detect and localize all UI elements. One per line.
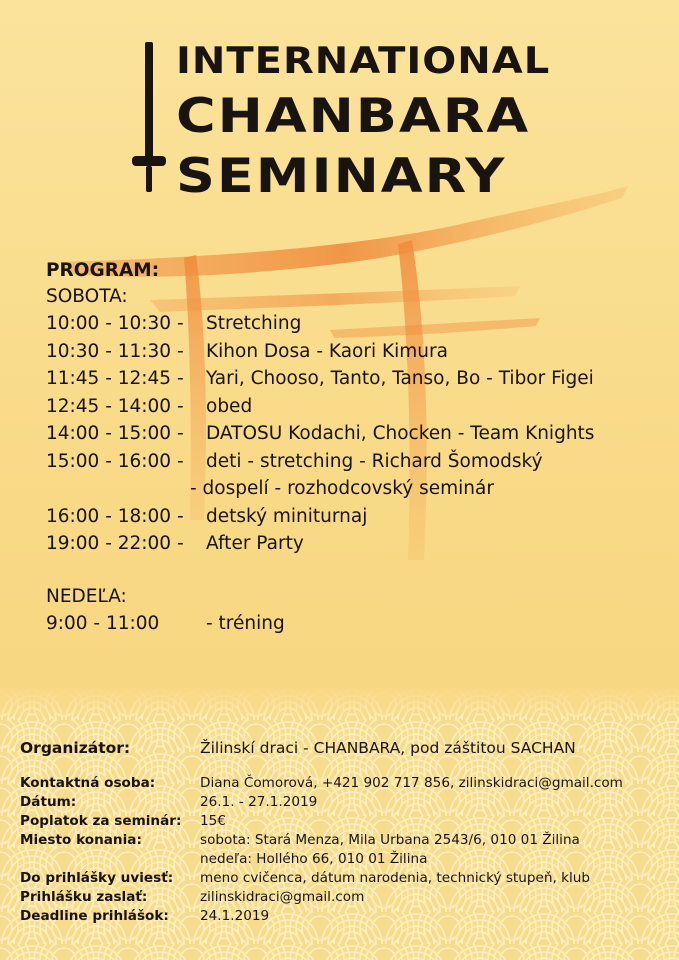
program-schedule	[46, 258, 666, 637]
schedule-activity: - tréning	[206, 612, 285, 634]
program-heading: PROGRAM:	[46, 260, 160, 281]
schedule-time: 9:00 - 11:00	[46, 612, 160, 634]
info-row	[20, 812, 670, 831]
schedule-activity: Stretching	[206, 313, 302, 334]
schedule-row	[46, 393, 666, 421]
schedule-row	[46, 420, 666, 448]
info-label: Do prihlášky uviesť:	[20, 870, 174, 886]
schedule-activity: Kihon Dosa - Kaori Kimura	[206, 340, 448, 362]
title-line-3: SEMINARY	[176, 148, 507, 204]
info-row	[20, 888, 670, 907]
info-value: meno cvičenca, dátum narodenia, technický stupeň, klub	[200, 870, 591, 886]
schedule-time: 12:45 - 14:00 -	[46, 395, 184, 417]
schedule-row-continuation	[46, 475, 666, 503]
info-label: Organizátor:	[20, 739, 131, 757]
schedule-time: 16:00 - 18:00 -	[46, 505, 184, 527]
info-value: 15€	[200, 813, 226, 829]
schedule-activity: detský miniturnaj	[206, 505, 368, 527]
schedule-time: 10:30 - 11:30 -	[46, 340, 184, 362]
title-line-1: INTERNATIONAL	[176, 40, 551, 83]
info-row	[20, 774, 670, 793]
sword-icon	[130, 38, 170, 198]
spacer	[46, 558, 666, 584]
info-label: Miesto konania:	[20, 832, 142, 848]
seminar-info	[20, 736, 670, 926]
info-label: Kontaktná osoba:	[20, 775, 156, 791]
info-label: Prihlášku zaslať:	[20, 889, 148, 905]
day-sunday-heading: NEDEĽA:	[46, 585, 127, 607]
title-line-2: CHANBARA	[176, 88, 531, 144]
schedule-row	[46, 610, 666, 638]
info-label: Dátum:	[20, 794, 77, 810]
schedule-time: 15:00 - 16:00 -	[46, 450, 184, 472]
info-value: Diana Čomorová, +421 902 717 856, zilinskidraci@gmail.com	[200, 775, 623, 791]
info-row	[20, 907, 670, 926]
seminar-title	[130, 38, 560, 204]
info-row	[20, 793, 670, 812]
schedule-activity: Yari, Chooso, Tanto, Tanso, Bo - Tibor Figei	[206, 368, 594, 389]
info-row	[20, 831, 670, 850]
info-row	[20, 850, 670, 869]
info-value: Žilinskí draci - CHANBARA, pod záštitou SACHAN	[200, 739, 576, 757]
info-value: 24.1.2019	[200, 908, 270, 924]
schedule-activity: DATOSU Kodachi, Chocken - Team Knights	[206, 423, 595, 444]
info-label: Deadline prihlášok:	[20, 908, 169, 924]
schedule-row	[46, 448, 666, 476]
schedule-activity: obed	[206, 395, 253, 417]
organizer-row	[20, 736, 670, 760]
info-label: Poplatok za seminár:	[20, 813, 182, 829]
schedule-time: 11:45 - 12:45 -	[46, 368, 184, 389]
schedule-row	[46, 503, 666, 531]
schedule-time: 10:00 - 10:30 -	[46, 313, 184, 334]
info-row	[20, 869, 670, 888]
schedule-activity: After Party	[206, 533, 304, 554]
schedule-row	[46, 310, 666, 338]
schedule-row	[46, 338, 666, 366]
schedule-activity: - dospelí - rozhodcovský seminár	[190, 478, 494, 499]
info-value: zilinskidraci@gmail.com	[200, 889, 365, 905]
day-saturday-heading: SOBOTA:	[46, 286, 128, 307]
schedule-time: 19:00 - 22:00 -	[46, 533, 184, 554]
schedule-row	[46, 530, 666, 558]
schedule-row	[46, 365, 666, 393]
info-value: 26.1. - 27.1.2019	[200, 794, 318, 810]
schedule-time: 14:00 - 15:00 -	[46, 423, 184, 444]
schedule-activity: deti - stretching - Richard Šomodský	[206, 450, 543, 472]
info-value: nedeľa: Hollého 66, 010 01 Žilina	[200, 851, 428, 867]
info-value: sobota: Stará Menza, Mila Urbana 2543/6, 010 01 Žilina	[200, 832, 580, 848]
